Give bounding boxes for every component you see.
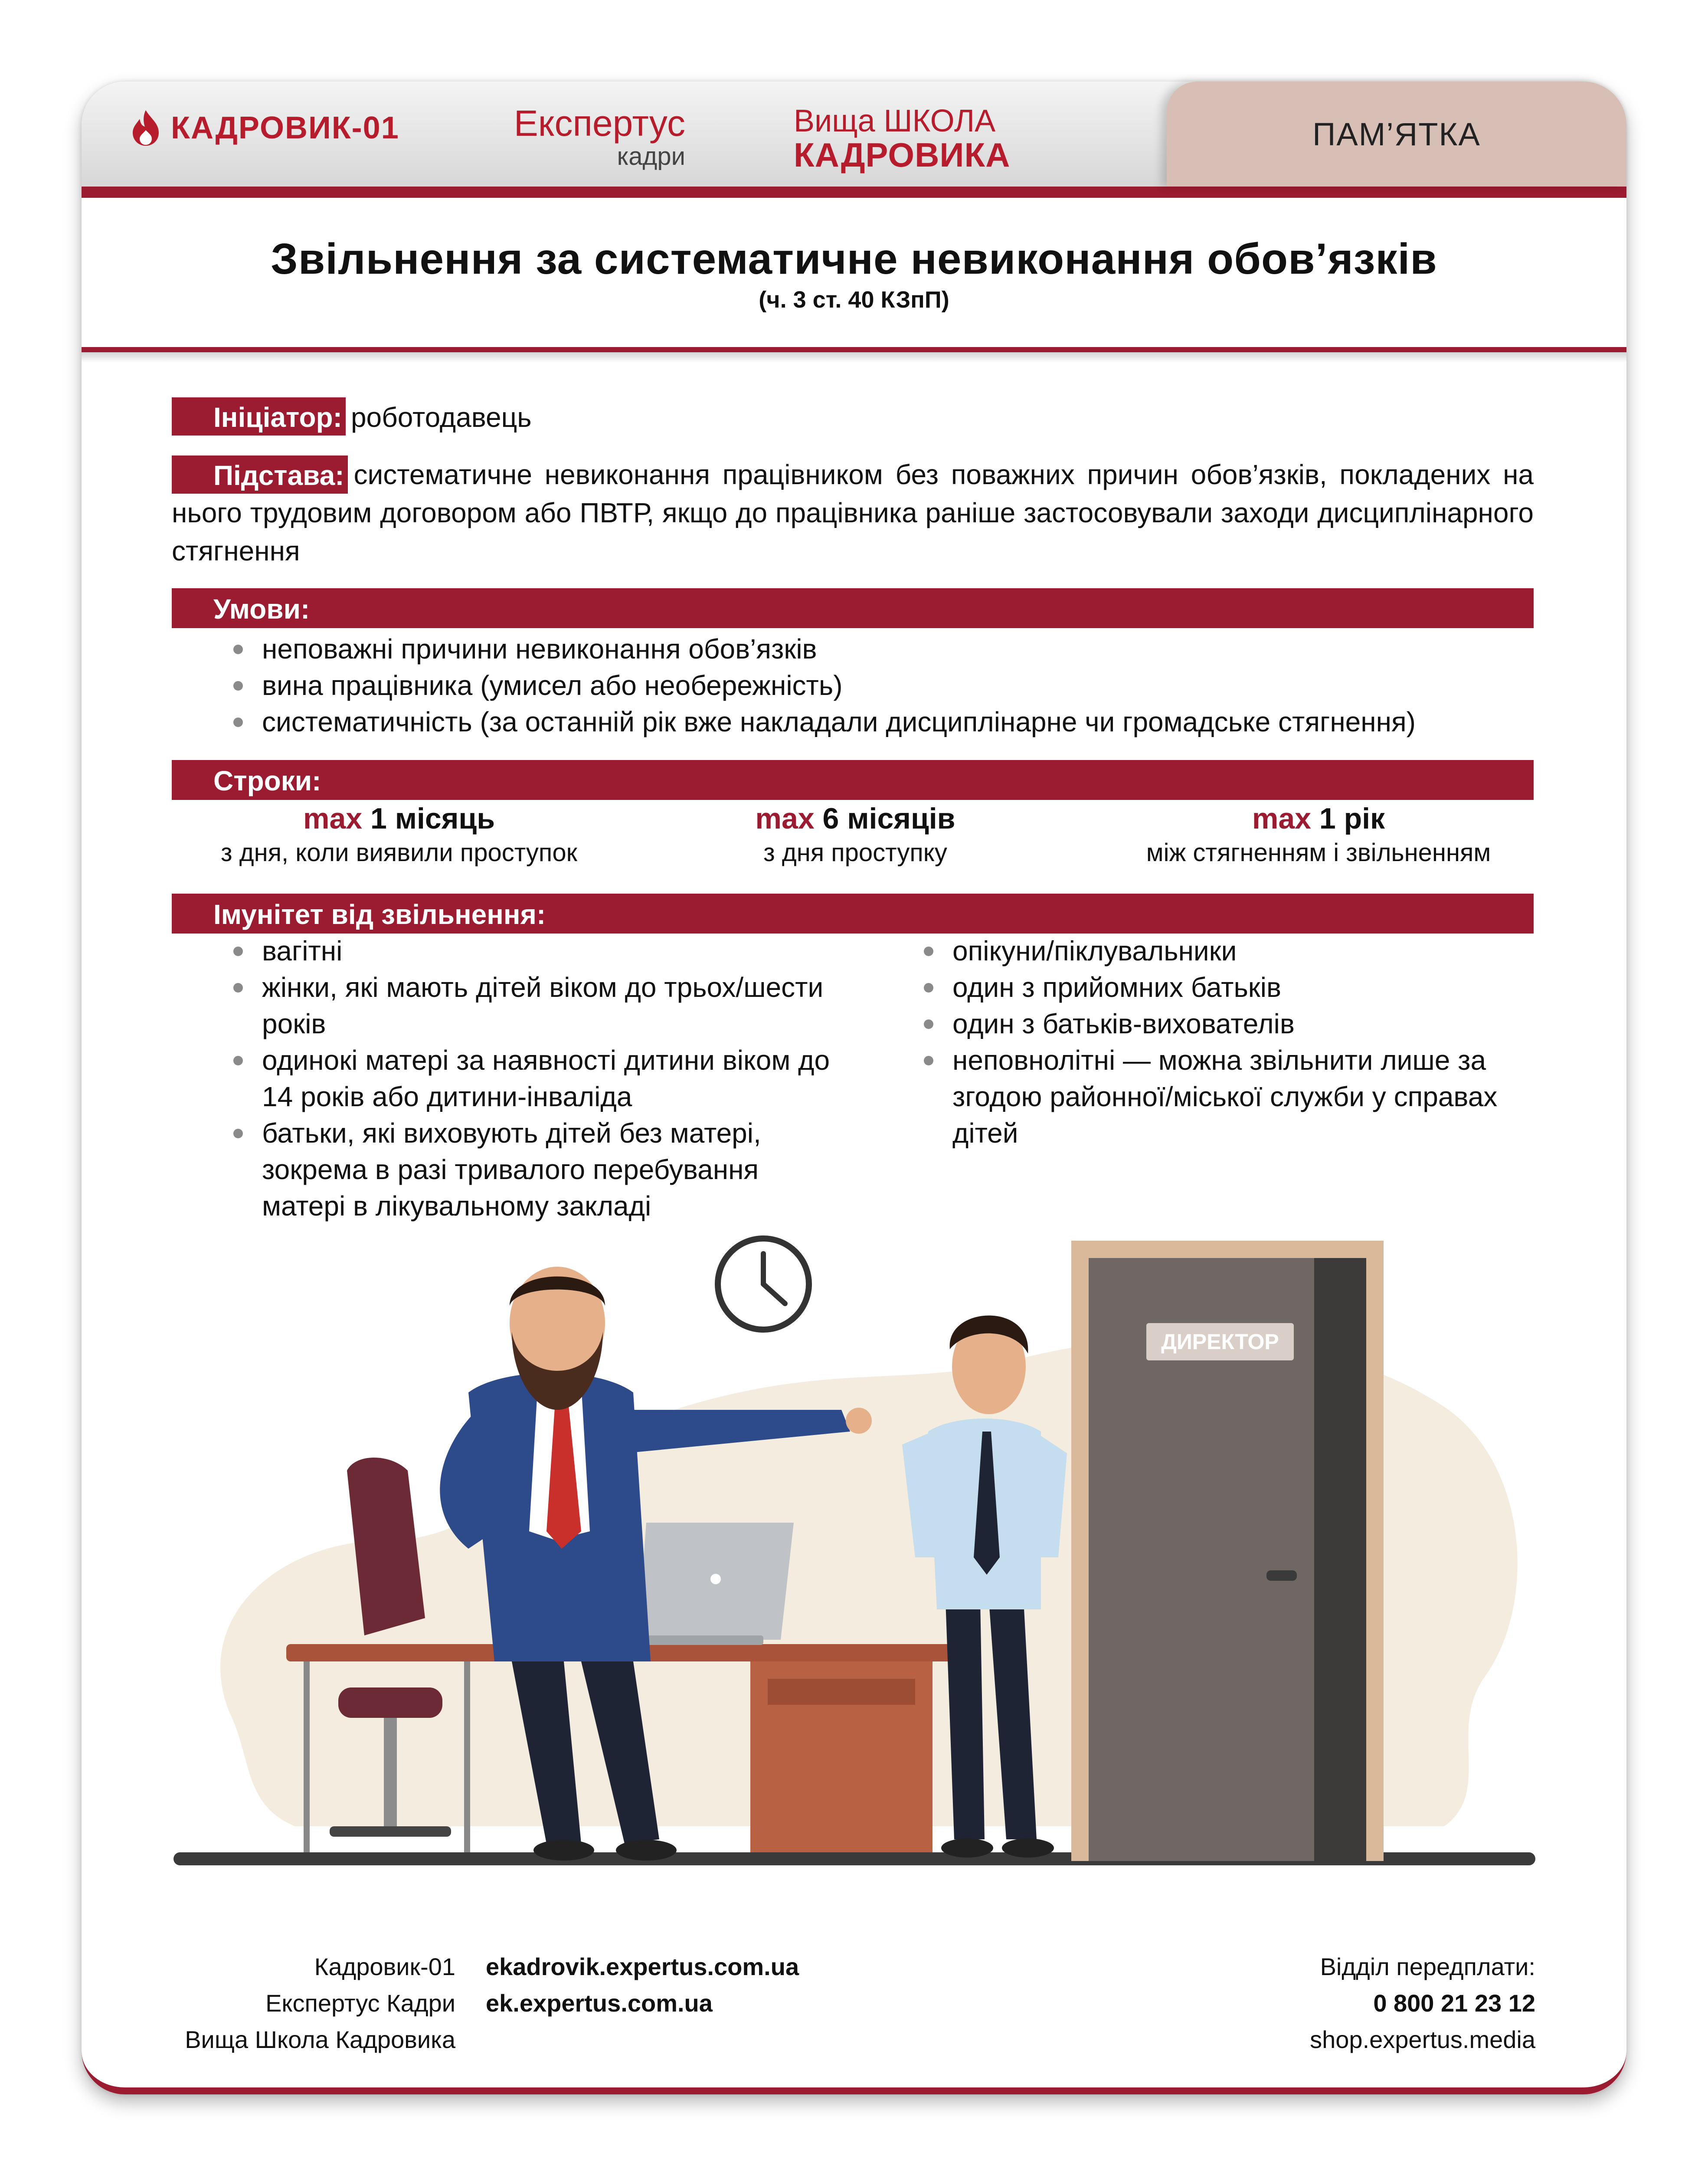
footer-names xyxy=(169,1949,455,2058)
footer-sites xyxy=(486,1949,876,2022)
page-subtitle: (ч. 3 ст. 40 КЗпП) xyxy=(759,287,949,313)
footer-name: Вища Школа Кадровика xyxy=(185,2026,455,2053)
office-illustration xyxy=(165,1228,1544,1904)
footer-subscription xyxy=(1171,1949,1535,2058)
door-handle xyxy=(1266,1570,1297,1581)
term-3-desc: між стягненням і звільненням xyxy=(1146,839,1491,867)
immunity-list-left xyxy=(226,933,841,1224)
list-item: неповажні причини невиконання обов’язків xyxy=(226,631,1544,667)
footer-sub-label: Відділ передплати: xyxy=(1320,1953,1535,1980)
clock-icon xyxy=(718,1238,809,1330)
logo-kadrovyk xyxy=(128,108,399,147)
list-item: один з прийомних батьків xyxy=(916,969,1541,1006)
list-item: систематичність (за останній рік вже накладали дисциплінарне чи громадське стягнення) xyxy=(226,704,1544,740)
list-item: опікуни/піклувальники xyxy=(916,933,1541,969)
list-item: одинокі матері за наявності дитини віком до 14 років або дитини-інваліда xyxy=(226,1042,841,1115)
logo-school xyxy=(794,103,1010,175)
logo-school-sub: КАДРОВИКА xyxy=(794,136,1011,174)
footer-site-link[interactable]: ek.expertus.com.ua xyxy=(486,1989,713,2017)
list-item: вагітні xyxy=(226,933,841,969)
initiator-row xyxy=(172,397,532,436)
footer-phone[interactable]: 0 800 21 23 12 xyxy=(1373,1989,1535,2017)
logo-expertus-main: Експертус xyxy=(514,103,685,144)
initiator-label: Ініціатор: xyxy=(172,397,346,436)
basis-block xyxy=(172,455,1534,570)
term-2: max 6 місяців з дня проступку xyxy=(621,802,1090,867)
flame-icon xyxy=(128,108,163,147)
conditions-list xyxy=(226,631,1544,740)
immunity-band: Імунітет від звільнення: xyxy=(172,894,1534,934)
footer-shop-link[interactable]: shop.expertus.media xyxy=(1310,2026,1535,2053)
footer-name: Експертус Кадри xyxy=(265,1989,455,2017)
list-item: неповнолітні — можна звільнити лише за згодою районної/міської служби у справах дітей xyxy=(916,1042,1541,1151)
term-1-desc: з дня, коли виявили проступок xyxy=(221,839,577,867)
logo-expertus-sub: кадри xyxy=(617,142,685,170)
list-item: вина працівника (умисел або необережність) xyxy=(226,667,1544,704)
list-item: жінки, які мають дітей віком до трьох/шести років xyxy=(226,969,841,1042)
list-item: один з батьків-вихователів xyxy=(916,1006,1541,1042)
initiator-value: роботодавець xyxy=(350,402,532,433)
footer-site-link[interactable]: ekadrovik.expertus.com.ua xyxy=(486,1953,799,1980)
basis-value: систематичне невиконання працівником без поважних причин обов’язків, покладених на нього трудовим договором або ПВТР, якщо до працівника раніше застосовували заходи дисциплінарного стягнення xyxy=(172,459,1534,567)
term-1: max 1 місяць з дня, коли виявили проступок xyxy=(165,802,633,867)
logo-kadrovyk-text: КАДРОВИК-01 xyxy=(171,111,399,145)
conditions-band: Умови: xyxy=(172,588,1534,628)
page-title: Звільнення за систематичне невиконання обов’язків xyxy=(271,235,1437,283)
memo-tab-label: ПАМ’ЯТКА xyxy=(1312,116,1481,152)
logo-school-main: Вища ШКОЛА xyxy=(794,104,996,138)
door xyxy=(1071,1241,1384,1861)
footer-name: Кадровик-01 xyxy=(314,1953,455,1980)
basis-label: Підстава: xyxy=(172,455,348,494)
term-3: max 1 рік між стягненням і звільненням xyxy=(1084,802,1553,867)
header-divider xyxy=(82,187,1626,198)
term-2-desc: з дня проступку xyxy=(763,839,947,867)
list-item: батьки, які виховують дітей без матері, зокрема в разі тривалого перебування матері в лікувальному закладі xyxy=(226,1115,841,1224)
immunity-list-right xyxy=(916,933,1541,1151)
terms-band: Строки: xyxy=(172,760,1534,800)
door-sign-text: ДИРЕКТОР xyxy=(1161,1330,1279,1354)
memo-tab xyxy=(1167,82,1626,187)
title-rule xyxy=(82,347,1626,363)
logo-expertus xyxy=(503,102,685,171)
